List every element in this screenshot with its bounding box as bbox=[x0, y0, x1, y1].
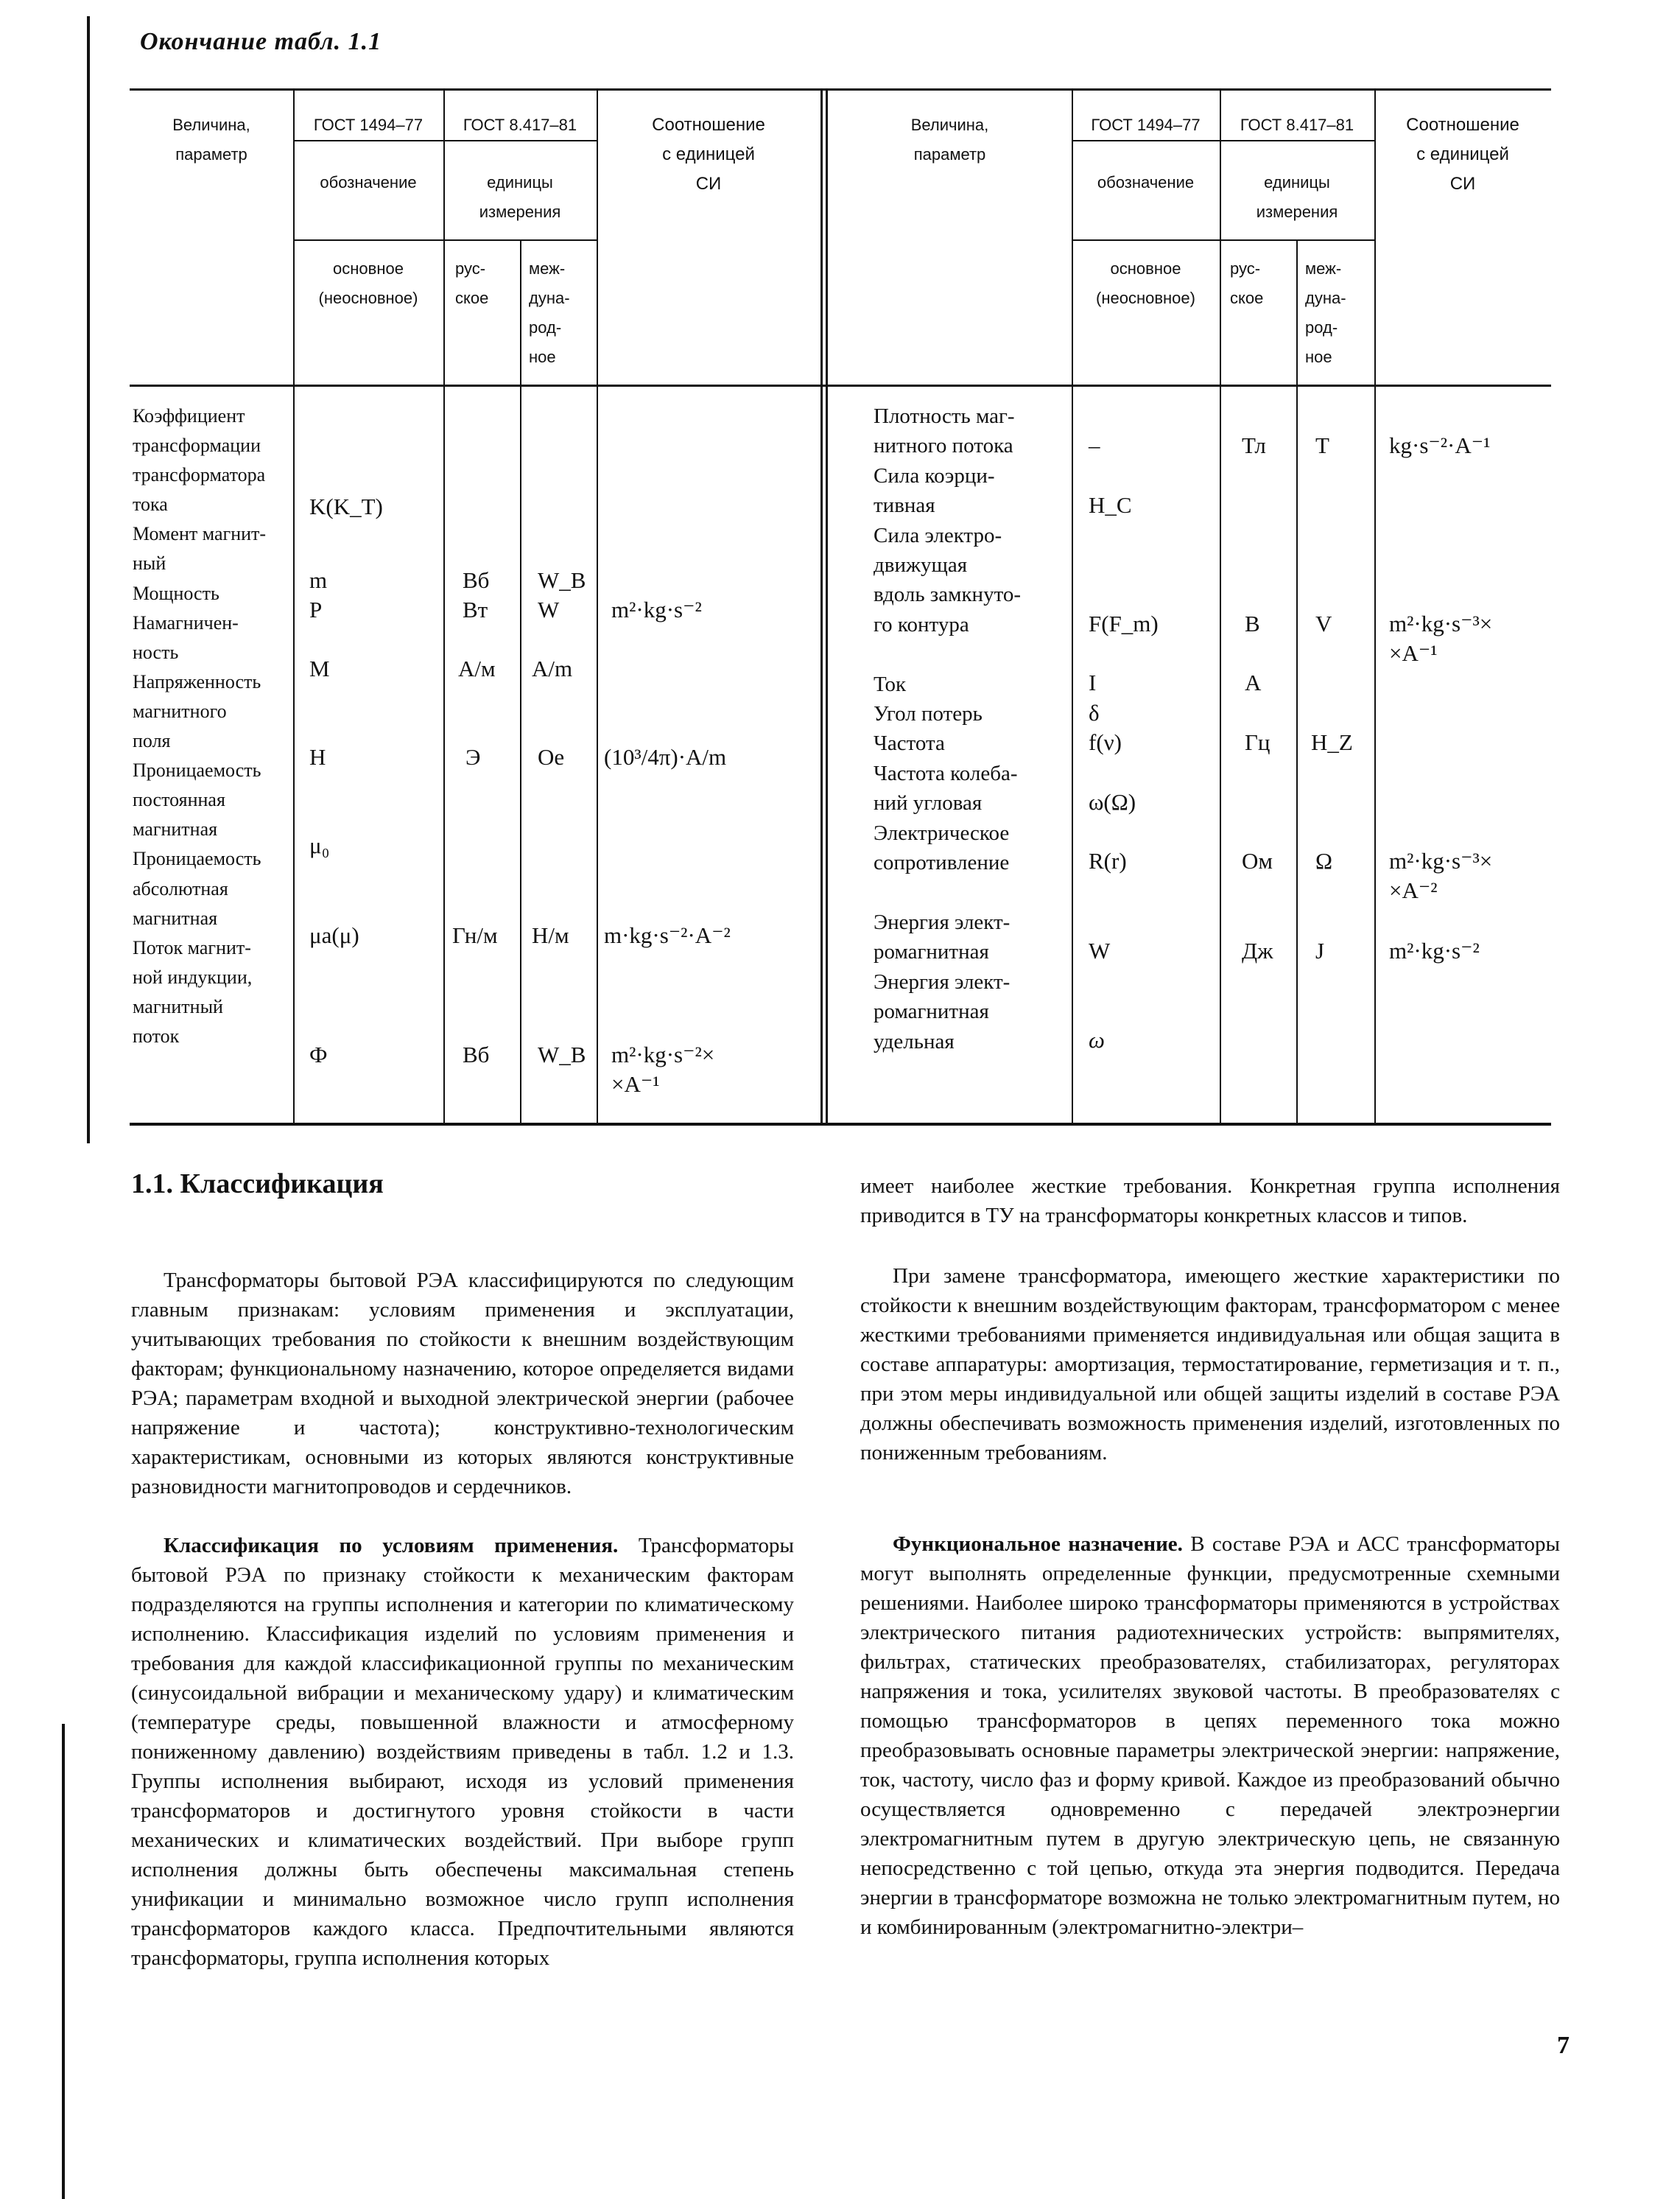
paragraph-2-lead: Классификация по условиям применения. bbox=[164, 1534, 619, 1557]
left-international-4: Oe bbox=[538, 744, 565, 770]
table-col-rule bbox=[1374, 88, 1376, 1126]
header-russian-left: рус- ское bbox=[455, 259, 489, 307]
paragraph-1-text: Трансформаторы бытовой РЭА классифицируются по следующим главным признакам: условиям применения и эксплуатации, учитывающих требования по стойкости к внешним воздействующим факторам; функциональному назначению, которое определяется видами РЭА; параметрам входной и выходной электрической энергии (рабочее напряжение и частота); конструктивно-технологическим характеристикам, основными из которых являются конструктивные разновидности магнитопроводов и сердечников. bbox=[131, 1269, 794, 1498]
header-gost8417-right: ГОСТ 8.417–81 bbox=[1240, 116, 1354, 134]
right-si-0: kg·s⁻²·A⁻¹ bbox=[1389, 432, 1491, 458]
header-international-right: меж- дуна- род- ное bbox=[1305, 259, 1346, 366]
header-units-right: единицы измерения bbox=[1256, 173, 1338, 221]
table-center-double-rule-2 bbox=[826, 88, 828, 1126]
right-international-2: V bbox=[1315, 611, 1332, 636]
left-international-3: A/m bbox=[532, 656, 573, 681]
table-sub-rule bbox=[1072, 239, 1374, 241]
scan-edge-line-top bbox=[87, 16, 90, 1143]
header-designation-left: обозначение bbox=[320, 173, 417, 192]
left-international-7: W_B bbox=[538, 1042, 586, 1067]
right-international-7: Ω bbox=[1315, 848, 1333, 874]
table-sub-rule bbox=[293, 140, 597, 141]
scan-edge-line-bottom bbox=[62, 1724, 65, 2199]
left-si-4: (10³/4π)·A/m bbox=[604, 744, 727, 770]
paragraph-4 bbox=[860, 1261, 1560, 1467]
table-col-rule bbox=[293, 88, 295, 1126]
left-russian-3: А/м bbox=[458, 656, 496, 681]
header-gost1494-left: ГОСТ 1494–77 bbox=[313, 116, 423, 134]
left-designation-1: m bbox=[309, 567, 328, 593]
left-designation-4: H bbox=[309, 744, 326, 770]
left-si-2: m²·kg·s⁻² bbox=[611, 597, 702, 622]
paragraph-2 bbox=[131, 1531, 794, 1973]
table-col-rule bbox=[443, 88, 445, 1126]
header-gost8417-left: ГОСТ 8.417–81 bbox=[463, 116, 577, 134]
page-number: 7 bbox=[1557, 2032, 1570, 2059]
left-quantity-names: Коэффициент трансформации трансформатора тока Момент магнит- ный Мощность Намагничен- ность Напряженность магнитного поля Проницаемость постоянная магнитная Проницаемость абсолютная магнитная Поток магнит- ной индукции, магнитный поток bbox=[133, 405, 267, 1047]
table-header-rule bbox=[130, 385, 1551, 387]
left-si-6: m·kg·s⁻²·A⁻² bbox=[604, 922, 731, 948]
header-designation-right: обозначение bbox=[1097, 173, 1195, 192]
left-international-1: W_B bbox=[538, 567, 586, 593]
left-international-2: W bbox=[538, 597, 560, 622]
paragraph-3-text: имеет наиболее жесткие требования. Конкретная группа исполнения приводится в ТУ на трансформаторы конкретных классов и типов. bbox=[860, 1174, 1560, 1227]
right-designation-2: F(F_m) bbox=[1089, 611, 1159, 636]
right-designation-3: I bbox=[1089, 670, 1097, 695]
paragraph-4-text: При замене трансформатора, имеющего жесткие характеристики по стойкости к внешним воздействующим факторам, трансформатором с менее жесткими требованиями применяется индивидуальная или общая защита в составе аппаратуры: амортизация, термостатирование, герметизация и т. п., при этом меры индивидуальной или общей защиты изделий в составе РЭА должны обеспечивать возможность применения изделий, изготовленных по пониженным требованиям. bbox=[860, 1264, 1560, 1465]
left-russian-4: Э bbox=[465, 744, 481, 770]
right-designation-1: H_C bbox=[1089, 492, 1132, 518]
right-designation-9: ω bbox=[1089, 1027, 1105, 1053]
header-si-right: Соотношение с единицей СИ bbox=[1406, 115, 1519, 194]
paragraph-5-lead: Функциональное назначение. bbox=[893, 1532, 1183, 1556]
paragraph-2-text: Трансформаторы бытовой РЭА по признаку стойкости к механическим факторам подразделяются на группы исполнения и категории по климатическому исполнению. Классификация изделий по условиям применения и требования для каждой классификационной группы по механическим (синусоидальной вибрации и механическому удару) и климатическим (температуре среды, повышенной влажности и атмосферному пониженному давлению) воздействиям приведены в табл. 1.2 и 1.3. Группы исполнения выбирают, исходя из условий применения трансформаторов и достигнутого уровня стойкости в части механических и климатических воздействий. При выборе групп исполнения должны быть обеспечены максимальная степень унификации и минимально возможное число групп исполнения трансформаторов каждого класса. Предпочтительными являются трансформаторы, группа исполнения которых bbox=[131, 1534, 794, 1970]
left-si-7: m²·kg·s⁻²× ×A⁻¹ bbox=[611, 1042, 715, 1097]
right-russian-5: Гц bbox=[1245, 729, 1270, 755]
right-designation-7: R(r) bbox=[1089, 848, 1127, 874]
table-col-rule bbox=[597, 88, 598, 1126]
right-designation-0: – bbox=[1089, 432, 1100, 458]
paragraph-1 bbox=[131, 1266, 794, 1501]
header-main-alt-left: основное (неосновное) bbox=[318, 259, 418, 307]
table-col-rule bbox=[1072, 88, 1073, 1126]
header-units-left: единицы измерения bbox=[479, 173, 561, 221]
paragraph-5-text: В составе РЭА и АСС трансформаторы могут выполнять определенные функции, предусмотренные схемными решениями. Наиболее широко трансформаторы применяются в устройствах электрического питания радиотехнических устройств: выпрямителях, фильтрах, статических преобразователях, стабилизаторах, регуляторах напряжения и тока, усилителях звуковой частоты. В преобразователях с помощью трансформаторов в цепях переменного тока можно преобразовывать основные параметры электрической энергии: напряжение, ток, частоту, число фаз и форму кривой. Каждое из преобразований обычно осуществляется одновременно с передачей электроэнергии электромагнитным путем в другую электрическую цепь, не связанную непосредственно с той цепью, откуда эта энергия подводится. Передача энергии в трансформаторе возможна не только электромагнитным путем, но и комбинированным (электромагнитно-электри– bbox=[860, 1532, 1560, 1939]
header-quantity-right: Величина, параметр bbox=[910, 116, 989, 164]
right-designation-6: ω(Ω) bbox=[1089, 789, 1136, 815]
table-col-rule bbox=[520, 239, 521, 1126]
left-designation-3: M bbox=[309, 656, 330, 681]
table-col-rule bbox=[1220, 88, 1221, 1126]
table-bottom-rule bbox=[130, 1123, 1551, 1126]
left-designation-6: μa(μ) bbox=[309, 922, 359, 948]
right-russian-3: А bbox=[1245, 670, 1262, 695]
right-international-5: H_Z bbox=[1311, 729, 1353, 755]
right-designation-5: f(ν) bbox=[1089, 729, 1122, 755]
table-caption: Окончание табл. 1.1 bbox=[140, 28, 382, 55]
left-russian-7: Вб bbox=[463, 1042, 490, 1067]
left-international-6: Н/м bbox=[532, 922, 569, 948]
right-designation-4: δ bbox=[1089, 700, 1100, 726]
header-main-alt-right: основное (неосновное) bbox=[1096, 259, 1195, 307]
right-russian-7: Ом bbox=[1242, 848, 1273, 874]
right-si-8: m²·kg·s⁻² bbox=[1389, 938, 1480, 964]
header-international-left: меж- дуна- род- ное bbox=[529, 259, 570, 366]
left-designation-7: Ф bbox=[309, 1042, 328, 1067]
table-top-rule bbox=[130, 88, 1551, 91]
left-designation-0: K(K_T) bbox=[309, 494, 383, 519]
right-international-0: T bbox=[1315, 432, 1329, 458]
header-si-left: Соотношение с единицей СИ bbox=[652, 115, 765, 194]
right-international-8: J bbox=[1315, 938, 1325, 964]
left-russian-6: Гн/м bbox=[452, 922, 498, 948]
table-col-rule bbox=[1296, 239, 1298, 1126]
left-designation-2: P bbox=[309, 597, 323, 622]
left-designation-5: μ₀ bbox=[309, 832, 330, 858]
right-russian-8: Дж bbox=[1242, 938, 1273, 964]
left-russian-2: Вт bbox=[463, 597, 488, 622]
right-si-7: m²·kg·s⁻³× ×A⁻² bbox=[1389, 848, 1493, 903]
header-quantity-left: Величина, параметр bbox=[172, 116, 250, 164]
right-si-2: m²·kg·s⁻³× ×A⁻¹ bbox=[1389, 611, 1493, 666]
table-center-double-rule bbox=[820, 88, 823, 1126]
right-russian-0: Тл bbox=[1242, 432, 1266, 458]
header-russian-right: рус- ское bbox=[1230, 259, 1264, 307]
paragraph-3 bbox=[860, 1171, 1560, 1230]
right-russian-2: В bbox=[1245, 611, 1260, 636]
section-title: 1.1. Классификация bbox=[131, 1168, 384, 1199]
table-sub-rule bbox=[293, 239, 597, 241]
right-designation-8: W bbox=[1089, 938, 1111, 964]
left-russian-1: Вб bbox=[463, 567, 490, 593]
table-sub-rule bbox=[1072, 140, 1374, 141]
paragraph-5 bbox=[860, 1529, 1560, 1942]
header-gost1494-right: ГОСТ 1494–77 bbox=[1091, 116, 1201, 134]
right-quantity-names: Плотность маг- нитного потока Сила коэрци- тивная Сила электро- движущая вдоль замкнуто- го контура Ток Угол потерь Частота Частота колеба- ний угловая Электрическое сопротивление Энергия элект- ромагнитная Энергия элект- ромагнитная удельная bbox=[874, 404, 1022, 1053]
